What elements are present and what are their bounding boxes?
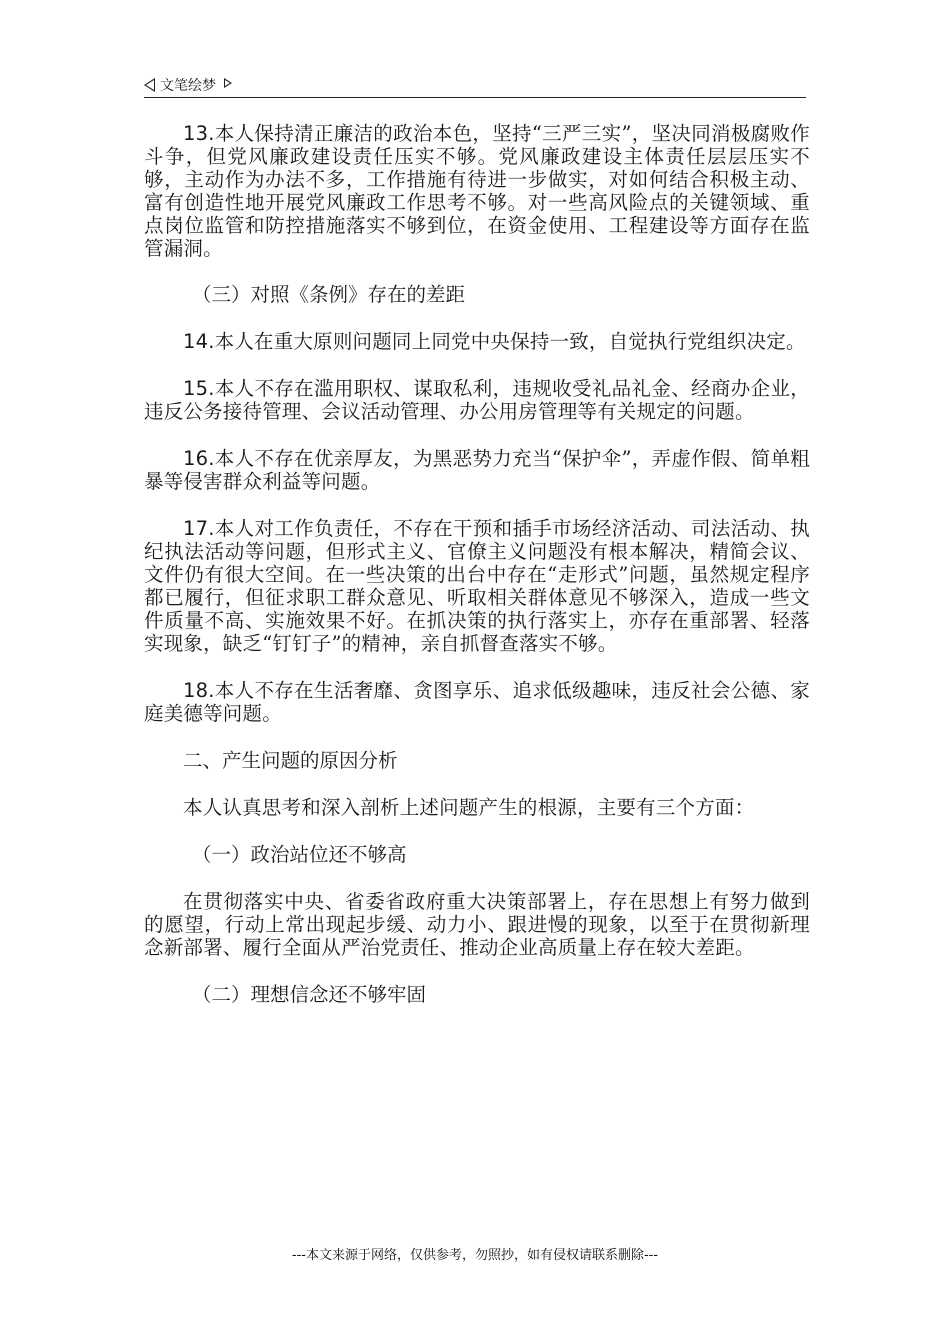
triangle-right-icon [224, 78, 232, 88]
document-body [144, 122, 810, 1006]
section-heading-3: （三）对照《条例》存在的差距 [192, 283, 466, 306]
paragraph-14: 14.本人在重大原则问题同上同党中央保持一致，自觉执行党组织决定。 [183, 330, 806, 353]
paragraph-one: 在贯彻落实中央、省委省政府重大决策部署上，存在思想上有努力做到的愿望，行动上常出现起步缓、动力小、跟进慢的现象，以至于在贯彻新理念新部署、履行全面从严治党责任、推动企业高质量上存在较大差距。 [144, 890, 810, 959]
document-header [144, 74, 806, 96]
paragraph-15: 15.本人不存在滥用职权、谋取私利，违规收受礼品礼金、经商办企业，违反公务接待管理、会议活动管理、办公用房管理等有关规定的问题。 [144, 377, 810, 423]
paragraph-18: 18.本人不存在生活奢靡、贪图享乐、追求低级趣味，违反社会公德、家庭美德等问题。 [144, 679, 810, 725]
header-title: 文笔绘梦 [160, 78, 216, 94]
header-divider [144, 97, 806, 98]
section-heading-one: （一）政治站位还不够高 [192, 843, 407, 866]
paragraph-17: 17.本人对工作负责任，不存在干预和插手市场经济活动、司法活动、执纪执法活动等问题，但形式主义、官僚主义问题没有根本解决，精简会议、文件仍有很大空间。在一些决策的出台中存在“走形式”问题，虽然规定程序都已履行，但征求职工群众意见、听取相关群体意见不够深入，造成一些文件质量不高、实施效果不好。在抓决策的执行落实上，亦存在重部署、轻落实现象，缺乏“钉钉子”的精神，亲自抓督查落实不够。 [144, 517, 810, 655]
section-heading-two-sub: （二）理想信念还不够牢固 [192, 983, 427, 1006]
footer-disclaimer: ---本文来源于网络，仅供参考，勿照抄，如有侵权请联系删除--- [291, 1248, 659, 1263]
triangle-left-icon [144, 78, 155, 92]
paragraph-13: 13.本人保持清正廉洁的政治本色，坚持“三严三实”，坚决同消极腐败作斗争，但党风廉政建设责任压实不够。党风廉政建设主体责任层层压实不够，主动作为办法不多，工作措施有待进一步做实，对如何结合积极主动、富有创造性地开展党风廉政工作思考不够。对一些高风险点的关键领域、重点岗位监管和防控措施落实不够到位，在资金使用、工程建设等方面存在监管漏洞。 [144, 122, 810, 260]
section-heading-two: 二、产生问题的原因分析 [183, 749, 398, 772]
paragraph-16: 16.本人不存在优亲厚友，为黑恶势力充当“保护伞”，弄虚作假、简单粗暴等侵害群众利益等问题。 [144, 447, 810, 493]
paragraph-intro: 本人认真思考和深入剖析上述问题产生的根源，主要有三个方面： [183, 796, 755, 819]
